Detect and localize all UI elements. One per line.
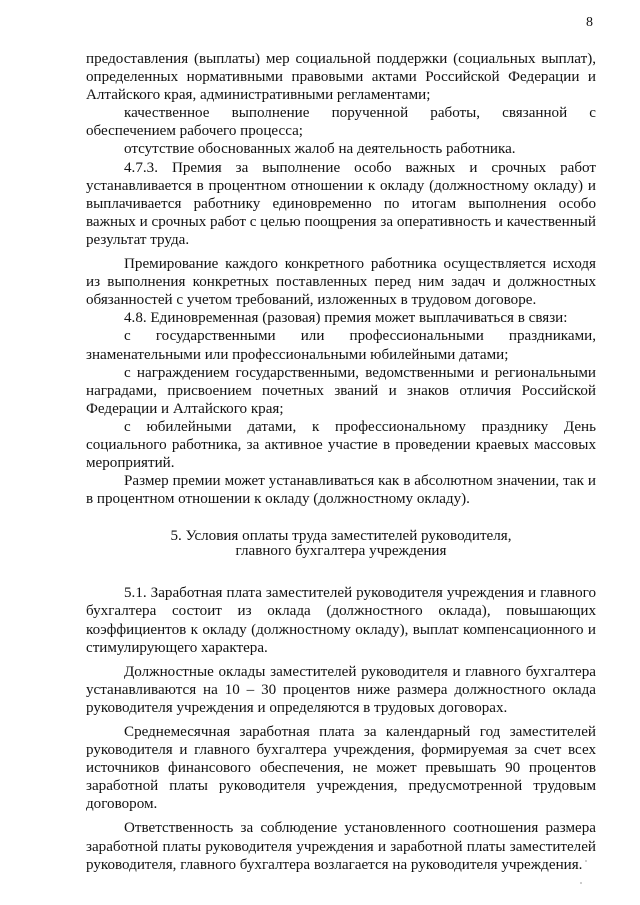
paragraph: Должностные оклады заместителей руководителя и главного бухгалтера устанавливаются на 10 – 30 процентов ниже размера должностного оклада руководителя учреждения и определяются в трудовых договорах. (86, 663, 596, 716)
document-body (86, 50, 596, 874)
paragraph: Размер премии может устанавливаться как в абсолютном значении, так и в процентном отношении к окладу (должностному окладу). (86, 473, 596, 508)
paragraph: с награждением государственными, ведомственными и региональными наградами, присвоением почетных званий и знаков отличия Российской Федерации и Алтайского края; (86, 364, 596, 417)
scan-speck (585, 860, 587, 862)
paragraph: 4.8. Единовременная (разовая) премия может выплачиваться в связи: (124, 310, 568, 327)
paragraph: 5.1. Заработная плата заместителей руководителя учреждения и главного бухгалтера состоит из оклада (должностного оклада), повышающих коэффициентов к окладу (должностному окладу), выплат компенсационного и стимулирующего характера. (86, 585, 596, 656)
paragraph: 4.7.3. Премия за выполнение особо важных и срочных работ устанавливается в процентном отношении к окладу (должностному окладу) и выплачивается работнику единовременно по итогам выполнения особо важных и срочных работ с целью поощрения за оперативность и качественный результат труда. (86, 159, 596, 248)
section-heading-line: 5. Условия оплаты труда заместителей руководителя, (170, 528, 512, 545)
section-heading-line: главного бухгалтера учреждения (235, 543, 447, 560)
paragraph: Среднемесячная заработная плата за календарный год заместителей руководителя и главного бухгалтера учреждения, формируемая за счет всех источников финансового обеспечения, не может превышать 90 процентов заработной платы руководителя учреждения, предусмотренной трудовым договором. (86, 724, 596, 813)
paragraph: с юбилейными датами, к профессиональному празднику День социального работника, за активное участие в проведении краевых массовых мероприятий. (86, 418, 596, 472)
scan-speck (580, 882, 582, 884)
paragraph: качественное выполнение порученной работы, связанной с обеспечением рабочего процесса; (86, 105, 596, 140)
paragraph: Премирование каждого конкретного работника осуществляется исходя из выполнения конкретных поставленных перед ним задач и должностных обязанностей с учетом требований, изложенных в трудовом договоре. (86, 256, 596, 309)
paragraph: Ответственность за соблюдение установленного соотношения размера заработной платы руководителя учреждения и заработной платы заместителей руководителя, главного бухгалтера возлагается на руководителя учреждения. (86, 820, 596, 873)
page-number: 8 (586, 15, 593, 30)
section-heading (86, 529, 596, 559)
paragraph: с государственными или профессиональными праздниками, знаменательными или профессиональными юбилейными датами; (86, 328, 596, 363)
paragraph: отсутствие обоснованных жалоб на деятельность работника. (124, 141, 516, 158)
paragraph: предоставления (выплаты) мер социальной поддержки (социальных выплат), определенных нормативными правовыми актами Российской Федерации и Алтайского края, административными регламентами; (86, 51, 596, 104)
